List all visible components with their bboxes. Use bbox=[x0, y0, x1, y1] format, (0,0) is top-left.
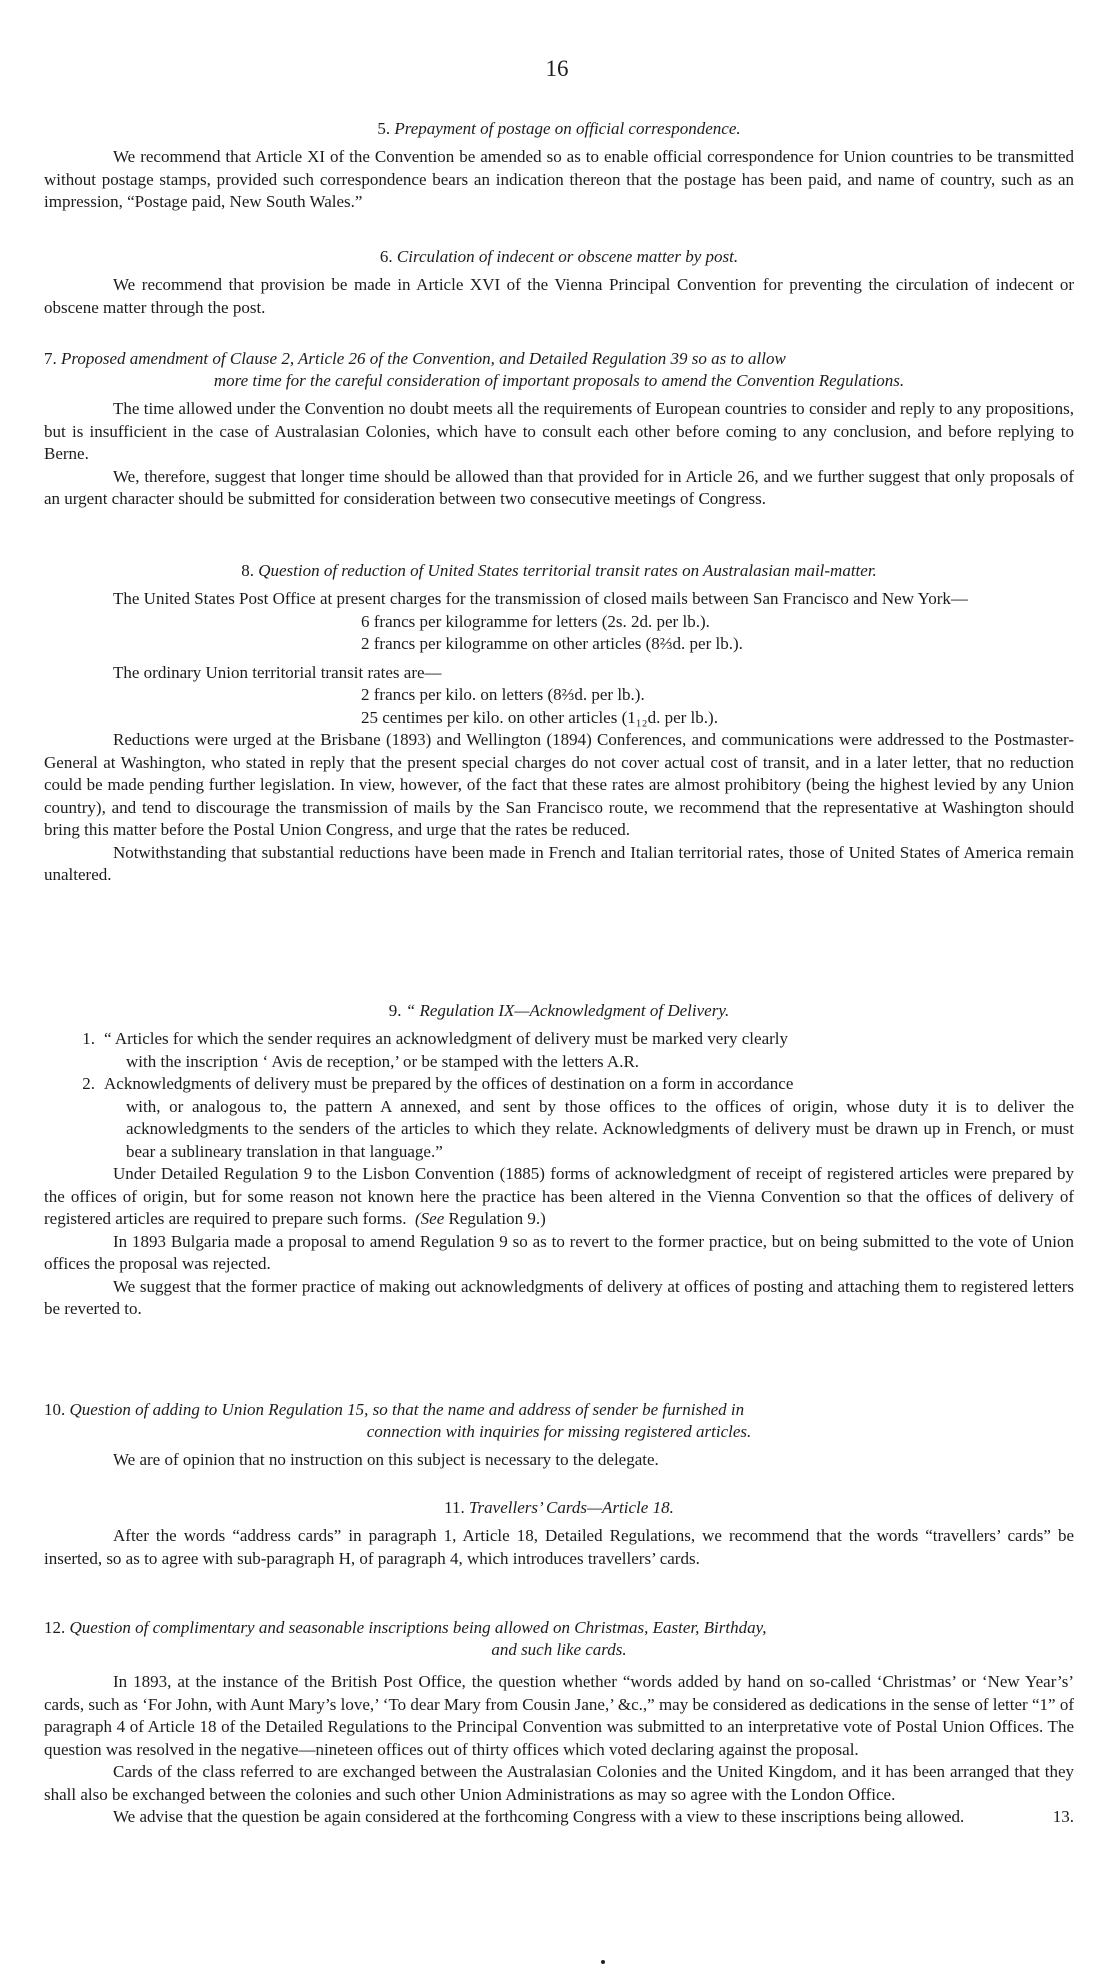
section-8-intro: The United States Post Office at present charges for the transmission of closed mails between San Francisco and New York— bbox=[113, 589, 968, 608]
section-10 bbox=[44, 1399, 1074, 1472]
section-7-heading bbox=[44, 348, 1074, 392]
section-9-number: 9. bbox=[388, 1001, 402, 1020]
regulation-item-2 bbox=[44, 1073, 1074, 1163]
ordinary-rate-other: 25 centimes per kilo. on other articles (1₁₂d. per lb.). bbox=[361, 707, 718, 727]
section-11-number: 11. bbox=[444, 1498, 465, 1517]
section-9 bbox=[44, 1000, 1074, 1321]
section-11-heading bbox=[44, 1497, 1074, 1519]
footer-number: 13. bbox=[1052, 1807, 1074, 1826]
section-12-paragraph-2: Cards of the class referred to are exchanged between the Australasian Colonies and the United Kingdom, and it has been arranged that they shall also be exchanged between the colonies and such other Union Administrations as may so agree with the London Office. bbox=[44, 1762, 1074, 1804]
section-12-number: 12. bbox=[44, 1618, 66, 1637]
section-8-paragraph-2: Notwithstanding that substantial reductions have been made in French and Italian territorial rates, those of United States of America remain unaltered. bbox=[44, 842, 1074, 884]
section-5-number: 5. bbox=[377, 119, 391, 138]
footer-dot bbox=[601, 1960, 605, 1964]
regulation-item-1-number: 1. bbox=[82, 1029, 95, 1048]
section-12 bbox=[44, 1617, 1074, 1829]
rate-letters: 6 francs per kilogramme for letters (2s. 2d. per lb.). bbox=[361, 611, 710, 631]
ordinary-rates-intro: The ordinary Union territorial transit rates are— bbox=[113, 662, 442, 682]
section-10-title-line1: Question of adding to Union Regulation 15, so that the name and address of sender be furnished in bbox=[69, 1400, 745, 1419]
regulation-item-1-rest: with the inscription ‘ Avis de reception,’ or be stamped with the letters A.R. bbox=[126, 1051, 640, 1071]
section-9-paragraph-1-text: Under Detailed Regulation 9 to the Lisbon Convention (1885) forms of acknowledgment of receipt of registered articles were prepared by the offices of origin, but for some reason not known here the practice has been altered in the Vienna Convention so that the offices of delivery of registered articles are required to prepare such forms. bbox=[44, 1164, 1074, 1228]
see-regulation: Regulation 9.) bbox=[448, 1209, 546, 1228]
section-5-paragraph: We recommend that Article XI of the Convention be amended so as to enable official correspondence for Union countries to be transmitted without postage stamps, provided such correspondence bears an indication thereon that the postage has been paid, and name of country, such as an impression, “Postage paid, New South Wales.” bbox=[44, 147, 1074, 211]
regulation-item-1-first: “ Articles for which the sender requires an acknowledgment of delivery must be marked very clearly bbox=[104, 1029, 788, 1048]
section-9-paragraph-1 bbox=[44, 1163, 1074, 1231]
section-12-paragraph-3-text: We advise that the question be again considered at the forthcoming Congress with a view to these inscriptions being allowed. bbox=[113, 1807, 965, 1826]
section-7-title-line1: Proposed amendment of Clause 2, Article 26 of the Convention, and Detailed Regulation 39 so as to allow bbox=[61, 349, 786, 368]
section-5 bbox=[44, 118, 1074, 214]
section-8-title: Question of reduction of United States territorial transit rates on Australasian mail-matter. bbox=[258, 561, 877, 580]
section-7 bbox=[44, 348, 1074, 511]
section-5-title: Prepayment of postage on official correspondence. bbox=[394, 119, 741, 138]
see-reference: (See bbox=[415, 1209, 445, 1228]
section-8-number: 8. bbox=[241, 561, 254, 580]
section-9-paragraph-2: In 1893 Bulgaria made a proposal to amend Regulation 9 so as to revert to the former practice, but on being submitted to the vote of Union offices the proposal was rejected. bbox=[44, 1231, 1074, 1273]
section-10-heading bbox=[44, 1399, 1074, 1443]
section-9-paragraph-3: We suggest that the former practice of making out acknowledgments of delivery at offices of posting and attaching them to registered letters be reverted to. bbox=[44, 1276, 1074, 1318]
regulation-item-2-rest: with, or analogous to, the pattern A annexed, and sent by those offices to the offices of origin, whose duty it is to deliver the acknowledgments to the senders of the articles to which they relate. Acknowledgments of delivery must be drawn up in French, or must bear a sublineary translation in that language.” bbox=[126, 1096, 1074, 1161]
section-12-heading bbox=[44, 1617, 1074, 1661]
section-12-paragraph-3 bbox=[44, 1806, 1074, 1829]
section-9-heading bbox=[44, 1000, 1074, 1022]
regulation-item-2-number: 2. bbox=[82, 1074, 95, 1093]
section-6-paragraph: We recommend that provision be made in Article XVI of the Vienna Principal Convention for preventing the circulation of indecent or obscene matter through the post. bbox=[44, 275, 1074, 317]
regulation-item-2-first: Acknowledgments of delivery must be prepared by the offices of destination on a form in accordance bbox=[104, 1074, 794, 1093]
rate-other-articles: 2 francs per kilogramme on other articles (8⅔d. per lb.). bbox=[361, 634, 743, 653]
section-7-number: 7. bbox=[44, 349, 57, 368]
section-6-heading bbox=[44, 246, 1074, 268]
section-9-title: “ Regulation IX—Acknowledgment of Delivery. bbox=[405, 1001, 730, 1020]
section-6-number: 6. bbox=[379, 247, 393, 266]
section-12-paragraph-1: In 1893, at the instance of the British Post Office, the question whether “words added by hand on so-called ‘Christmas’ or ‘New Year’s’ cards, such as ‘For John, with Aunt Mary’s love,’ ‘To dear Mary from Cousin Jane,’ &c.,” may be considered as dedications in the sense of letter “1” of paragraph 4 of Article 18 of the Detailed Regulations to the Principal Convention was submitted to an interpretative vote of Postal Union Offices. The question was resolved in the negative—nineteen offices out of thirty offices which voted declaring against the proposal. bbox=[44, 1672, 1074, 1759]
regulation-item-1-text bbox=[104, 1028, 1074, 1073]
section-12-title-line2: and such like cards. bbox=[491, 1640, 627, 1659]
section-10-number: 10. bbox=[44, 1400, 66, 1419]
regulation-item-2-text bbox=[104, 1073, 1074, 1163]
section-10-title-line2: connection with inquiries for missing registered articles. bbox=[366, 1422, 752, 1441]
section-10-paragraph: We are of opinion that no instruction on this subject is necessary to the delegate. bbox=[113, 1450, 659, 1469]
section-11 bbox=[44, 1497, 1074, 1570]
section-7-title-line2: more time for the careful consideration of important proposals to amend the Convention Regulations. bbox=[213, 371, 905, 390]
section-8-heading bbox=[44, 560, 1074, 582]
ordinary-rate-letters: 2 francs per kilo. on letters (8⅔d. per lb.). bbox=[361, 685, 645, 704]
section-8-paragraph-1: Reductions were urged at the Brisbane (1893) and Wellington (1894) Conferences, and communications were addressed to the Postmaster-General at Washington, who stated in reply that the present special charges do not cover actual cost of transit, and in a later letter, that no reduction could be made pending further legislation. In view, however, of the fact that these rates are almost prohibitory (being the highest levied by any Union country), and tend to discourage the transmission of mails by the San Francisco route, we recommend that the representative at Washington should bring this matter before the Postal Union Congress, and urge that the rates be reduced. bbox=[44, 730, 1074, 839]
section-5-heading bbox=[44, 118, 1074, 140]
page-number: 16 bbox=[545, 56, 569, 81]
section-11-paragraph: After the words “address cards” in paragraph 1, Article 18, Detailed Regulations, we recommend that the words “travellers’ cards” be inserted, so as to agree with sub-paragraph H, of paragraph 4, which introduces travellers’ cards. bbox=[44, 1526, 1074, 1568]
section-6-title: Circulation of indecent or obscene matter by post. bbox=[396, 247, 739, 266]
section-12-title-line1: Question of complimentary and seasonable inscriptions being allowed on Christmas, Easter, Birthday, bbox=[69, 1618, 767, 1637]
section-8 bbox=[44, 560, 1074, 887]
section-11-title: Travellers’ Cards—Article 18. bbox=[469, 1498, 674, 1517]
section-7-paragraph-1: The time allowed under the Convention no doubt meets all the requirements of European countries to consider and reply to any propositions, but is insufficient in the case of Australasian Colonies, which have to consult each other before coming to any conclusion, and before replying to Berne. bbox=[44, 399, 1074, 463]
regulation-item-1 bbox=[44, 1028, 1074, 1073]
section-7-paragraph-2: We, therefore, suggest that longer time should be allowed than that provided for in Article 26, and we further suggest that only proposals of an urgent character should be submitted for consideration between two consecutive meetings of Congress. bbox=[44, 466, 1074, 508]
section-6 bbox=[44, 246, 1074, 319]
